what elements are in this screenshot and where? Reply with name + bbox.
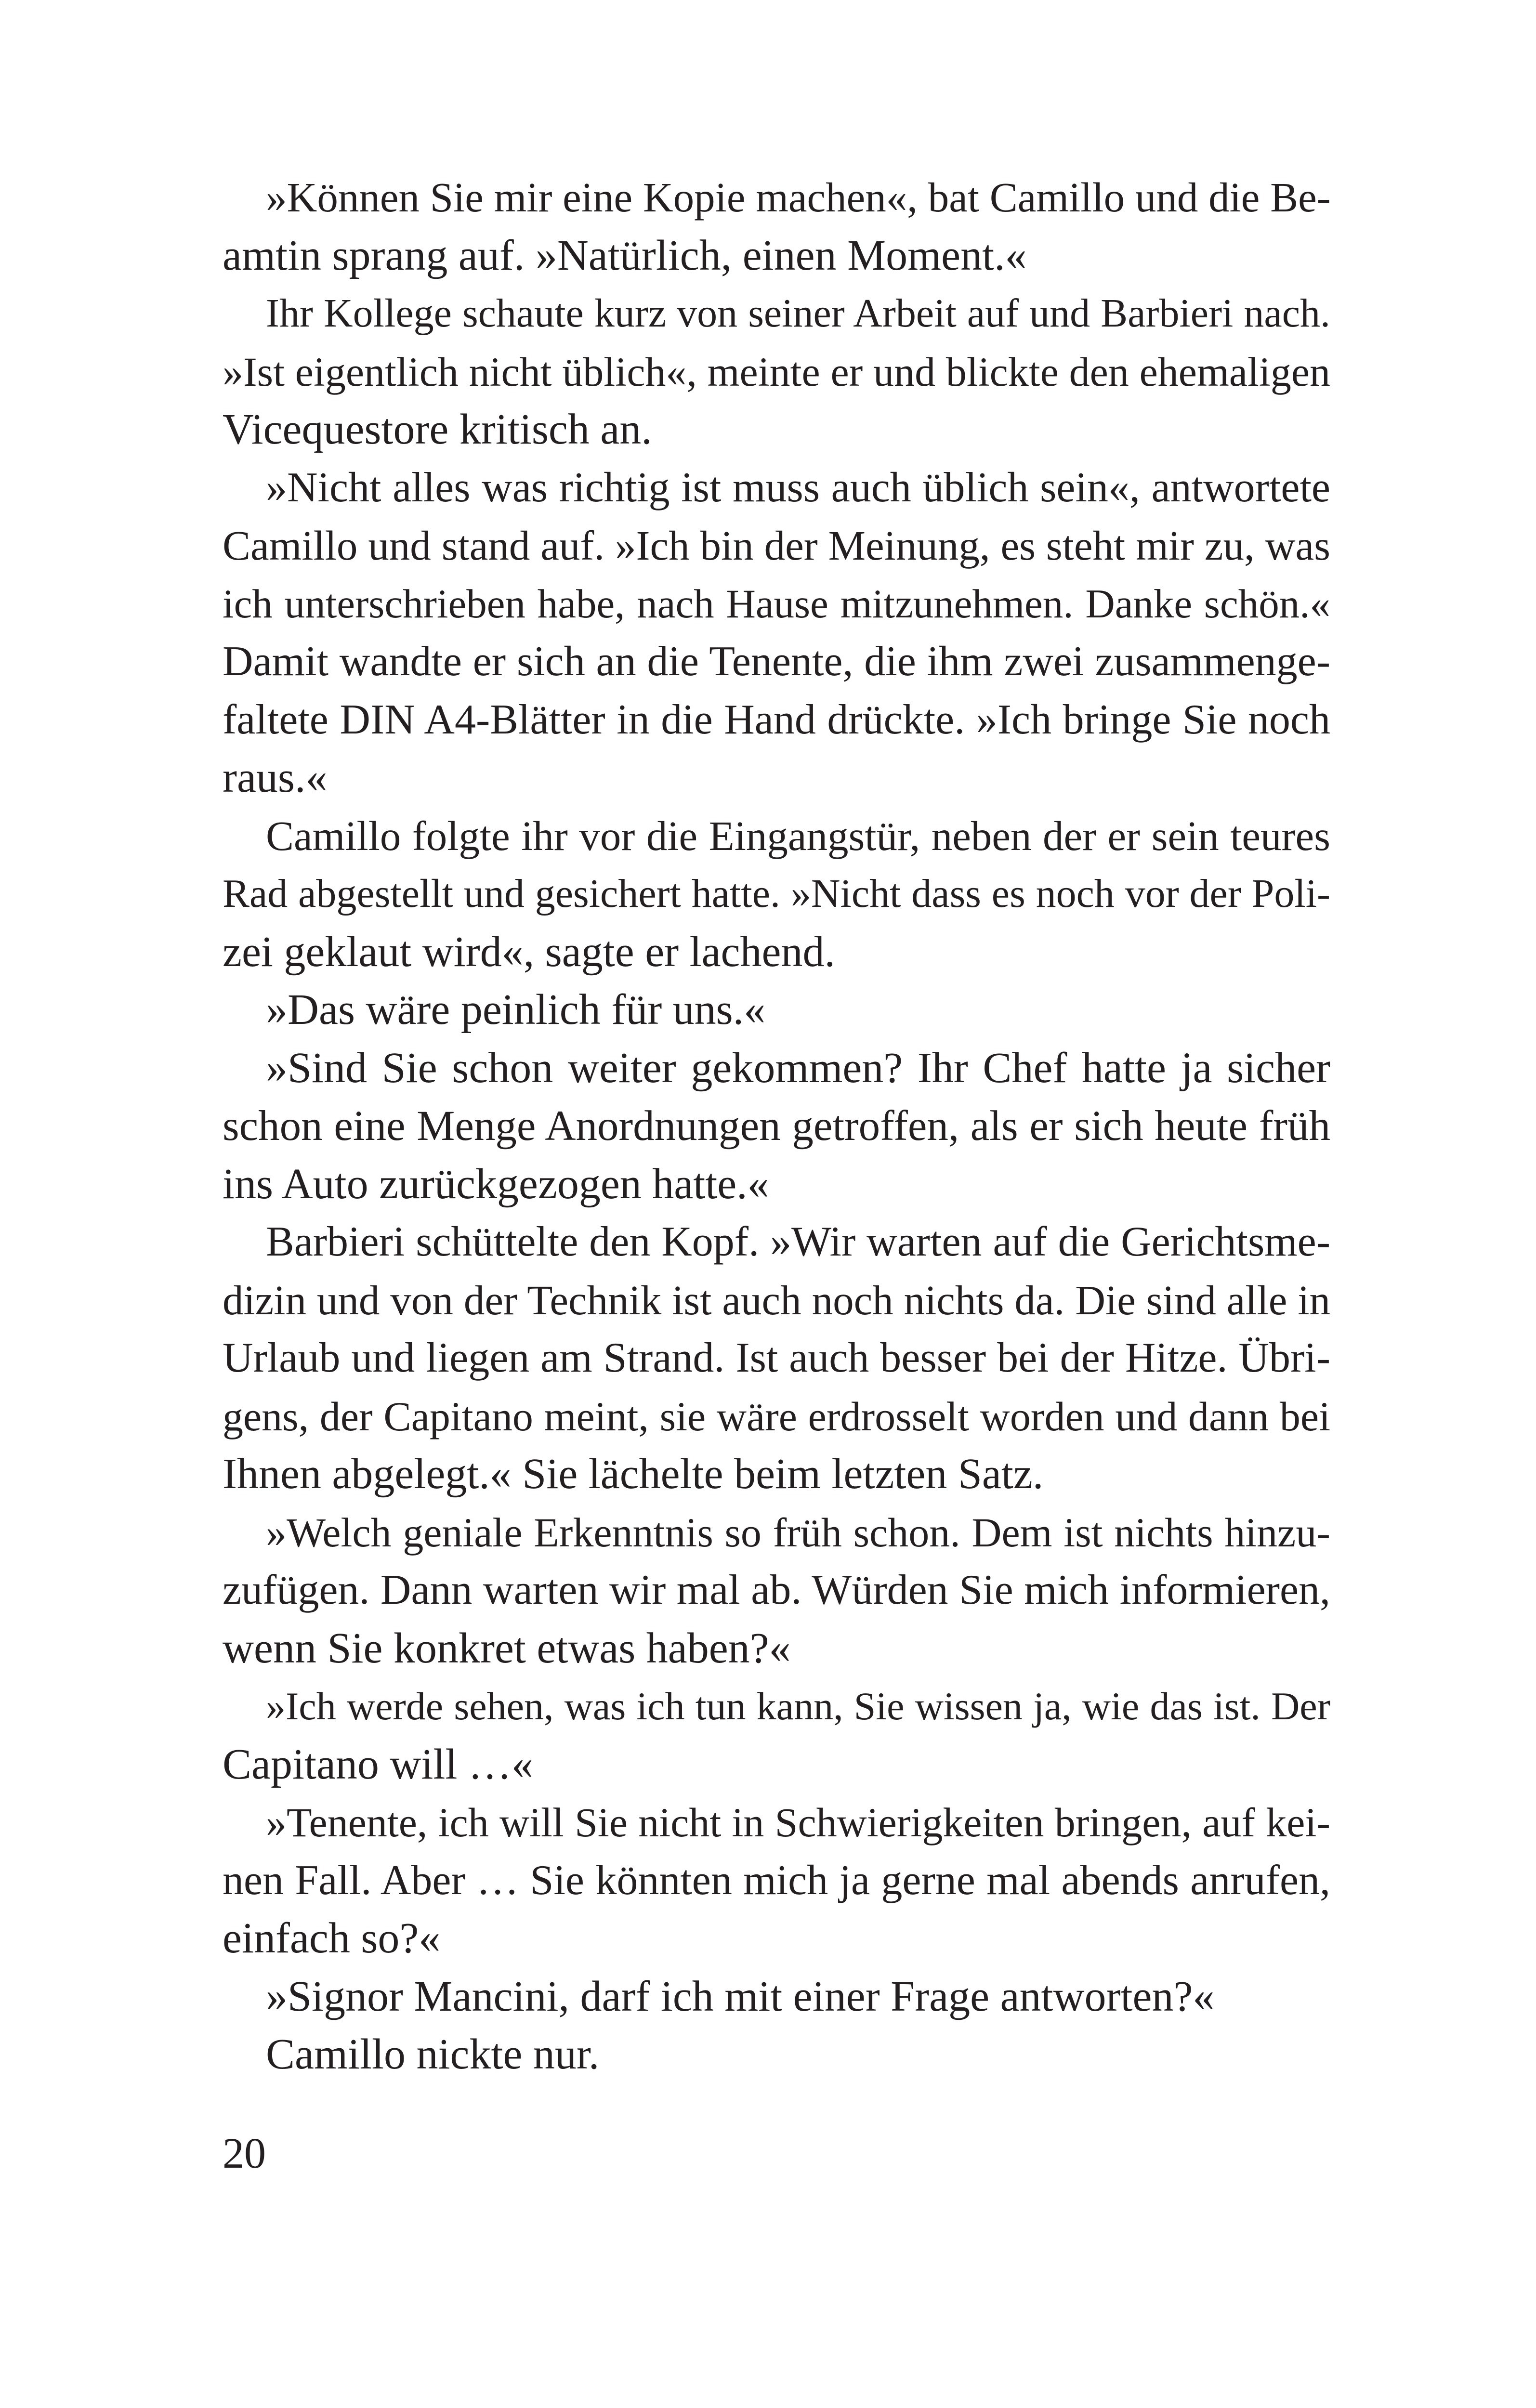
text-line: zufügen. Dann warten wir mal ab. Würden Sie mich informieren, [223,1567,1330,1613]
text-line: faltete DIN A4-Blätter in die Hand drückte. »Ich bringe Sie noch [223,696,1330,743]
text-line: Ihnen abgelegt.« Sie lächelte beim letzten Satz. [223,1450,1044,1498]
text-line: Rad abgestellt und gesichert hatte. »Nicht dass es noch vor der Poli- [223,871,1330,916]
text-line: wenn Sie konkret etwas haben?« [223,1624,791,1672]
text-line: nen Fall. Aber … Sie könnten mich ja gerne mal abends anrufen, [223,1857,1330,1904]
text-line: zei geklaut wird«, sagte er lachend. [223,928,835,976]
text-line: »Welch geniale Erkenntnis so früh schon. Dem ist nichts hinzu- [266,1509,1330,1556]
body-text [223,169,1330,2084]
text-line: »Tenente, ich will Sie nicht in Schwierigkeiten bringen, auf kei- [266,1799,1330,1845]
text-line: »Signor Mancini, darf ich mit einer Frage antworten?« [266,1972,1215,2020]
text-line: ich unterschrieben habe, nach Hause mitzunehmen. Danke schön.« [223,581,1330,627]
text-line: Vicequestore kritisch an. [223,406,652,453]
text-line: »Ich werde sehen, was ich tun kann, Sie wissen ja, wie das ist. Der [266,1684,1330,1728]
text-line: Camillo folgte ihr vor die Eingangstür, neben der er sein teures [266,812,1330,859]
text-line: »Nicht alles was richtig ist muss auch üblich sein«, antwortete [266,464,1330,511]
text-line: Urlaub und liegen am Strand. Ist auch besser bei der Hitze. Übri- [223,1335,1330,1381]
text-line: »Ist eigentlich nicht üblich«, meinte er und blickte den ehemaligen [223,348,1330,395]
text-line: Barbieri schüttelte den Kopf. »Wir warten auf die Gerichtsme- [266,1218,1330,1265]
text-line: gens, der Capitano meint, sie wäre erdrosselt worden und dann bei [223,1393,1330,1440]
text-line: schon eine Menge Anordnungen getroffen, als er sich heute früh [223,1102,1330,1150]
text-line: Capitano will …« [223,1740,533,1788]
text-line: dizin und von der Technik ist auch noch nichts da. Die sind alle in [223,1276,1330,1323]
text-line: einfach so?« [223,1914,441,1962]
text-line: Camillo und stand auf. »Ich bin der Meinung, es steht mir zu, was [223,522,1330,569]
page-number: 20 [223,2130,266,2177]
text-line: ins Auto zurückgezogen hatte.« [223,1160,769,1208]
text-line: raus.« [223,754,328,801]
text-line: »Das wäre peinlich für uns.« [266,986,766,1034]
text-line: Camillo nickte nur. [266,2030,600,2078]
text-line: »Können Sie mir eine Kopie machen«, bat Camillo und die Be- [266,174,1331,221]
text-line: Damit wandte er sich an die Tenente, die ihm zwei zusammenge- [223,638,1330,685]
text-line: Ihr Kollege schaute kurz von seiner Arbeit auf und Barbieri nach. [266,291,1330,336]
text-line: »Sind Sie schon weiter gekommen? Ihr Chef hatte ja sicher [266,1044,1330,1092]
text-line: amtin sprang auf. »Natürlich, einen Moment.« [223,231,1027,279]
